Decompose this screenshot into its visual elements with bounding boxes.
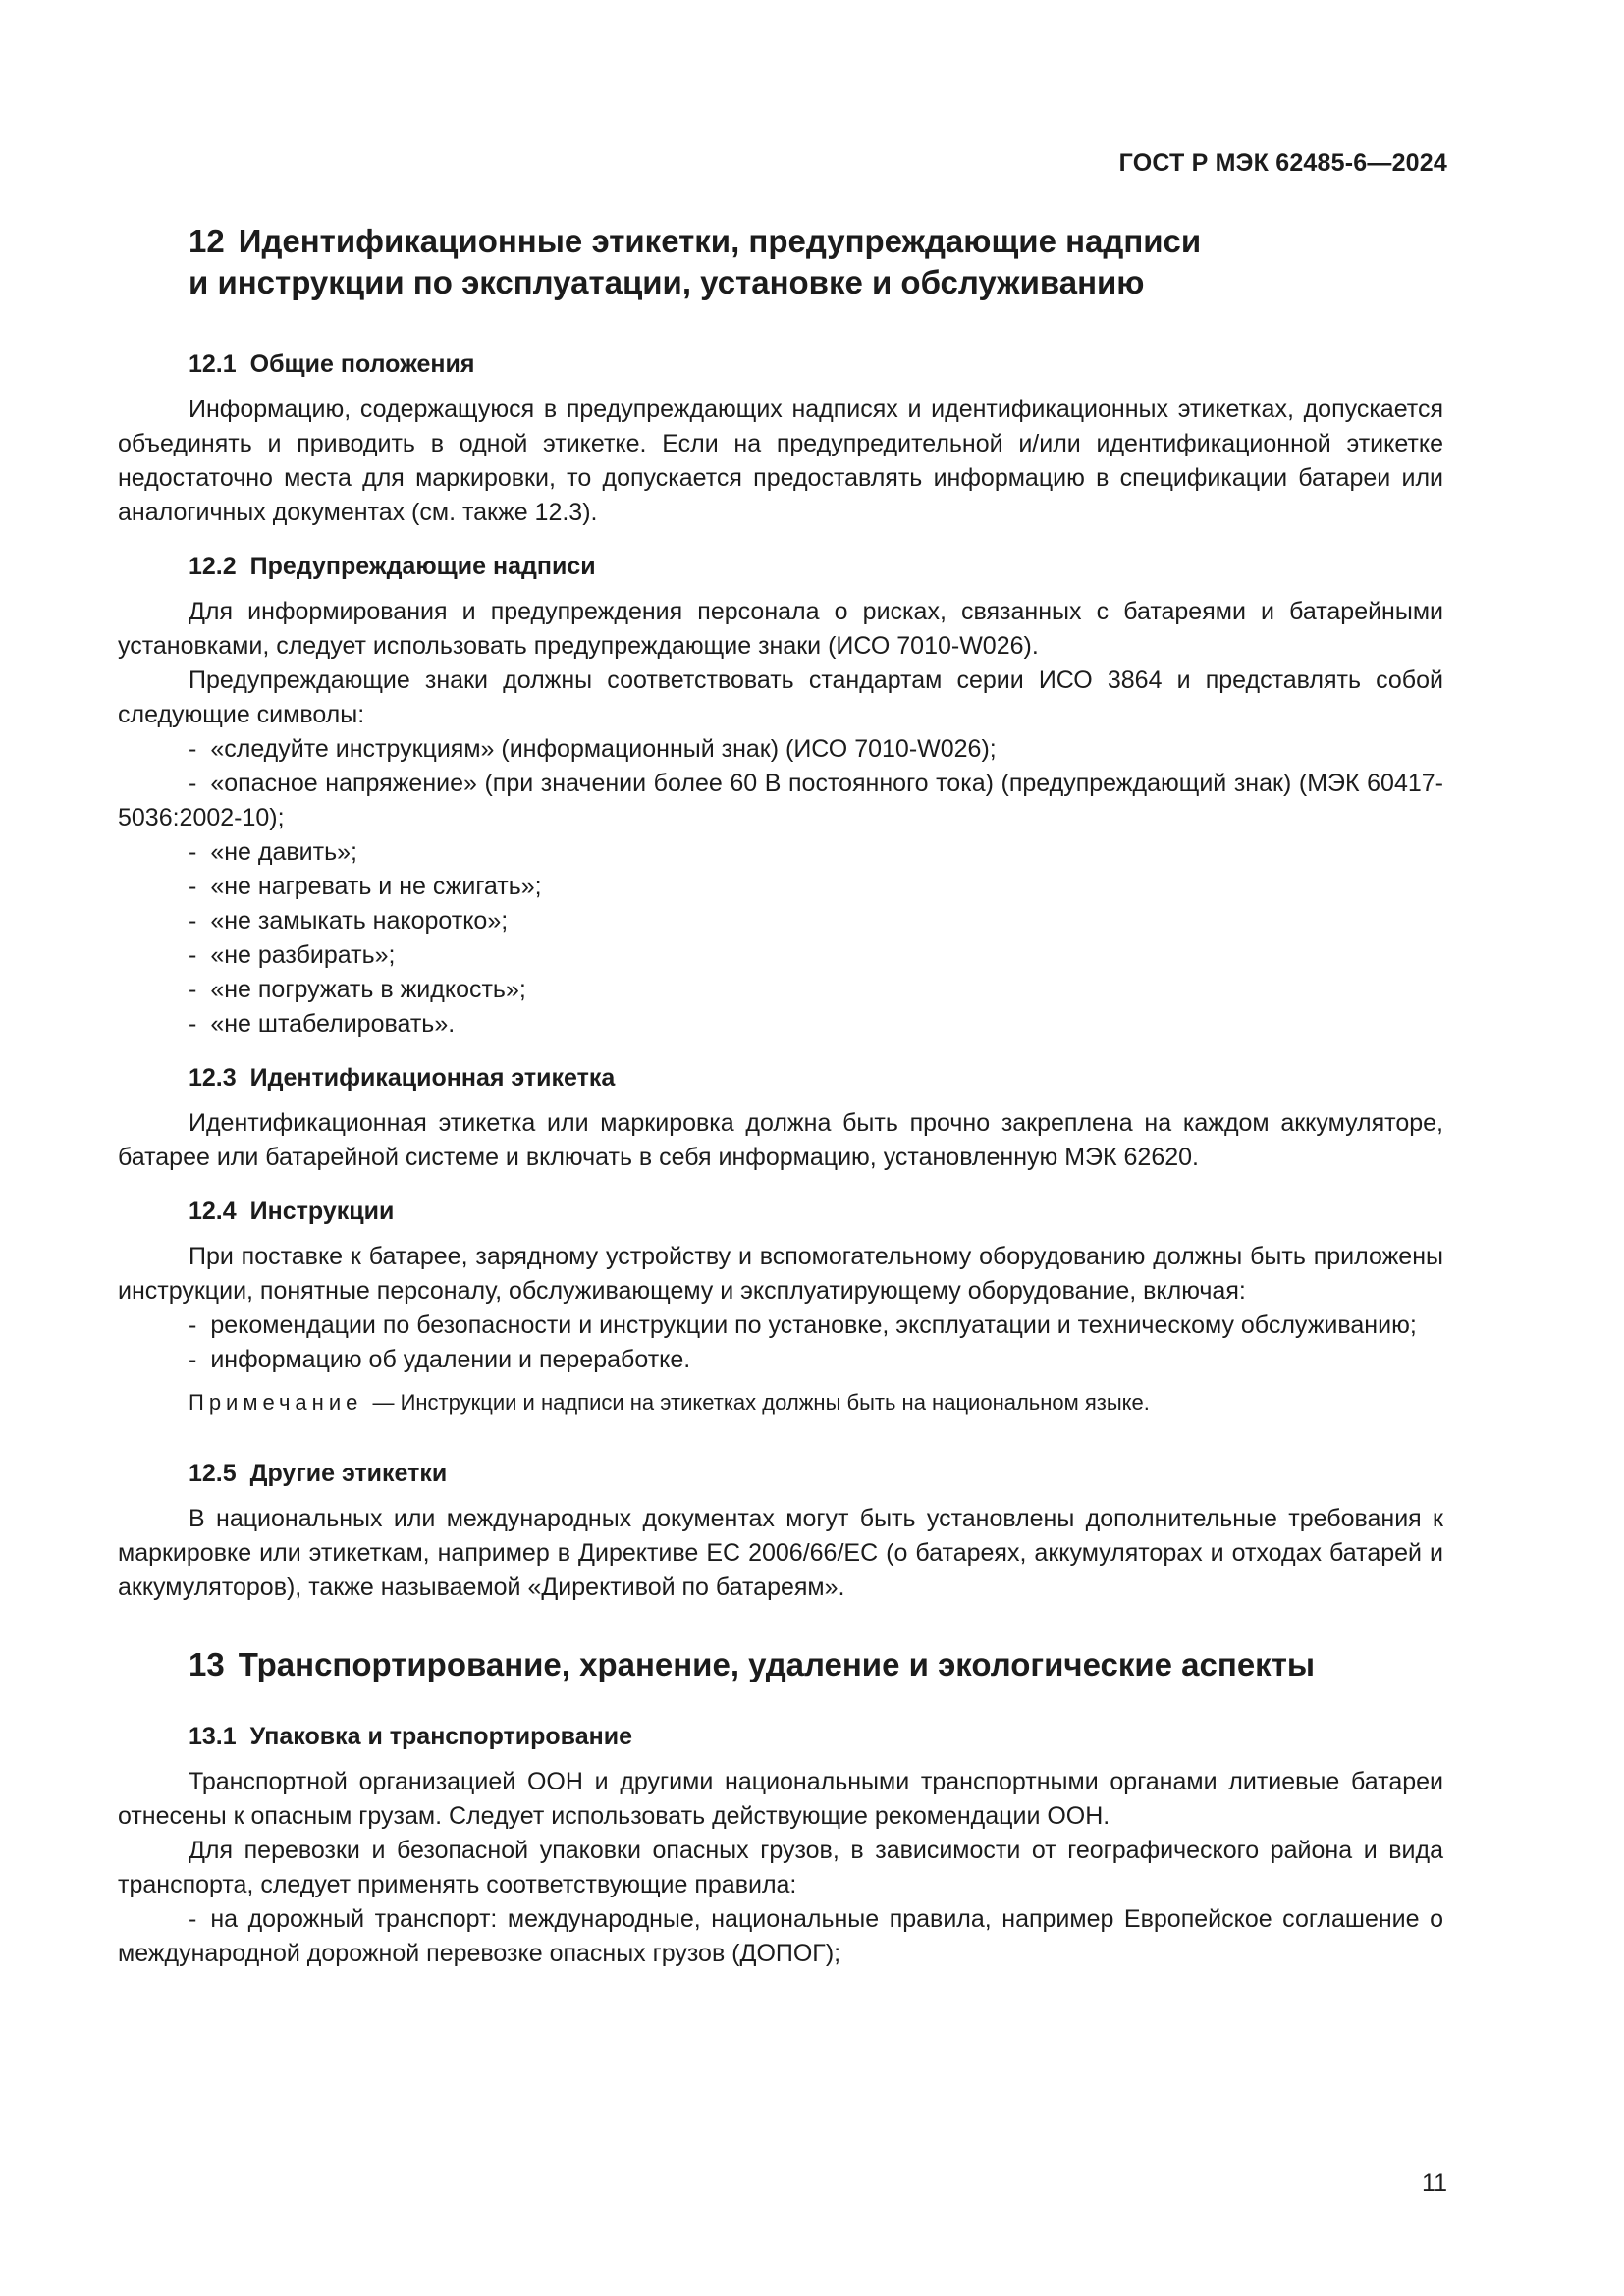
paragraph-12-5-1: В национальных или международных документах могут быть установлены дополнительные требования к маркировке или этикеткам, например в Директиве ЕС 2006/66/ЕС (о батареях, аккумуляторах и отходах батарей и аккумуляторов), также называемой «Директивой по батареям».	[118, 1505, 1443, 1601]
section-13-title	[189, 1644, 1443, 1685]
section-12-title	[189, 221, 1443, 303]
subsection-12-2-title	[189, 549, 1443, 584]
list-item: - «не штабелировать».	[189, 1010, 456, 1038]
section-12-title-line1	[189, 221, 1443, 262]
subsection-12-2-title-text: Предупреждающие надписи	[249, 553, 596, 580]
section-13-number: 13	[189, 1646, 225, 1682]
subsection-12-5-number: 12.5	[189, 1460, 237, 1487]
list-item: - «не погружать в жидкость»;	[189, 976, 526, 1003]
list-item-text: «не разбирать»;	[210, 941, 396, 969]
list-item-text: «не погружать в жидкость»;	[210, 976, 526, 1003]
section-12-title-text-2: и инструкции по эксплуатации, установке и обслуживанию	[189, 264, 1145, 300]
page-number: 11	[1422, 2169, 1447, 2197]
paragraph-12-1-1: Информацию, содержащуюся в предупреждающих надписях и идентификационных этикетках, допускается объединять и приводить в одной этикетке. Если на предупредительной и/или идентификационной этикетке недостаточно места для маркировки, то допускается предоставлять информацию в спецификации батареи или аналогичных документах (см. также 12.3).	[118, 396, 1443, 526]
subsection-12-5-title-text: Другие этикетки	[249, 1460, 448, 1487]
subsection-12-1-title-text: Общие положения	[249, 350, 475, 378]
subsection-12-4-number: 12.4	[189, 1198, 237, 1225]
paragraph-12-2-1: Для информирования и предупреждения персонала о рисках, связанных с батареями и батарейными установками, следует использовать предупреждающие знаки (ИСО 7010-W026).	[118, 598, 1443, 660]
subsection-12-1-number: 12.1	[189, 350, 237, 378]
document-code: ГОСТ Р МЭК 62485-6—2024	[1118, 149, 1447, 177]
note-text: Инструкции и надписи на этикетках должны быть на национальном языке.	[400, 1390, 1150, 1415]
list-item: - «не разбирать»;	[189, 941, 396, 969]
paragraph-12-4-1: При поставке к батарее, зарядному устройству и вспомогательному оборудованию должны быть приложены инструкции, понятные персоналу, обслуживающему и эксплуатирующему оборудование, включая:	[118, 1243, 1443, 1305]
list-item: - рекомендации по безопасности и инструкции по установке, эксплуатации и техническому обслуживанию;	[189, 1311, 1417, 1339]
list-item: - «не нагревать и не сжигать»;	[189, 873, 542, 900]
list-item: - на дорожный транспорт: международные, национальные правила, например Европейское соглашение о международной дорожной перевозке опасных грузов (ДОПОГ);	[118, 1905, 1443, 1967]
list-item: - «опасное напряжение» (при значении более 60 В постоянного тока) (предупреждающий знак) (МЭК 60417-5036:2002-10);	[118, 770, 1443, 831]
list-item-text: на дорожный транспорт: международные, национальные правила, например Европейское соглашение о международной дорожной перевозке опасных грузов (ДОПОГ);	[118, 1905, 1443, 1967]
section-12-title-text-1: Идентификационные этикетки, предупреждающие надписи	[238, 223, 1202, 259]
list-item-text: рекомендации по безопасности и инструкции по установке, эксплуатации и техническому обслуживанию;	[210, 1311, 1417, 1339]
subsection-13-1-number: 13.1	[189, 1723, 237, 1750]
subsection-12-4-title	[189, 1194, 1443, 1229]
paragraph-12-2-2: Предупреждающие знаки должны соответствовать стандартам серии ИСО 3864 и представлять собой следующие символы:	[118, 667, 1443, 728]
list-item: - «не замыкать накоротко»;	[189, 907, 509, 934]
subsection-12-3-title	[189, 1060, 1443, 1095]
subsection-12-1-title	[189, 347, 1443, 382]
paragraph-13-1-1: Транспортной организацией ООН и другими национальными транспортными органами литиевые батареи отнесены к опасным грузам. Следует использовать действующие рекомендации ООН.	[118, 1768, 1443, 1830]
subsection-12-2-number: 12.2	[189, 553, 237, 580]
list-item-text: «не замыкать накоротко»;	[210, 907, 509, 934]
list-item-text: информацию об удалении и переработке.	[210, 1346, 691, 1373]
subsection-12-3-number: 12.3	[189, 1064, 237, 1092]
subsection-12-5-title	[189, 1456, 1443, 1491]
subsection-13-1-title-text: Упаковка и транспортирование	[249, 1723, 632, 1750]
list-item: - «не давить»;	[189, 838, 357, 866]
section-13-title-text: Транспортирование, хранение, удаление и экологические аспекты	[238, 1646, 1316, 1682]
paragraph-12-3-1: Идентификационная этикетка или маркировка должна быть прочно закреплена на каждом аккумуляторе, батарее или батарейной системе и включать в себя информацию, установленную МЭК 62620.	[118, 1109, 1443, 1171]
note-label: Примечание	[189, 1390, 363, 1415]
paragraph-13-1-2: Для перевозки и безопасной упаковки опасных грузов, в зависимости от географического района и вида транспорта, следует применять соответствующие правила:	[118, 1837, 1443, 1898]
section-12-number: 12	[189, 223, 225, 259]
list-item-text: «не штабелировать».	[210, 1010, 456, 1038]
list-item-text: «опасное напряжение» (при значении более 60 В постоянного тока) (предупреждающий знак) (МЭК 60417-5036:2002-10);	[118, 770, 1443, 831]
list-item-text: «следуйте инструкциям» (информационный знак) (ИСО 7010-W026);	[210, 735, 997, 763]
list-item-text: «не нагревать и не сжигать»;	[210, 873, 542, 900]
subsection-12-4-title-text: Инструкции	[249, 1198, 395, 1225]
note	[118, 1387, 1443, 1418]
subsection-13-1-title	[189, 1719, 1443, 1754]
note-dash: —	[372, 1390, 395, 1415]
subsection-12-3-title-text: Идентификационная этикетка	[249, 1064, 616, 1092]
list-item: - «следуйте инструкциям» (информационный знак) (ИСО 7010-W026);	[189, 735, 997, 763]
list-item: - информацию об удалении и переработке.	[189, 1346, 691, 1373]
page-content	[118, 221, 1443, 1971]
list-item-text: «не давить»;	[210, 838, 357, 866]
